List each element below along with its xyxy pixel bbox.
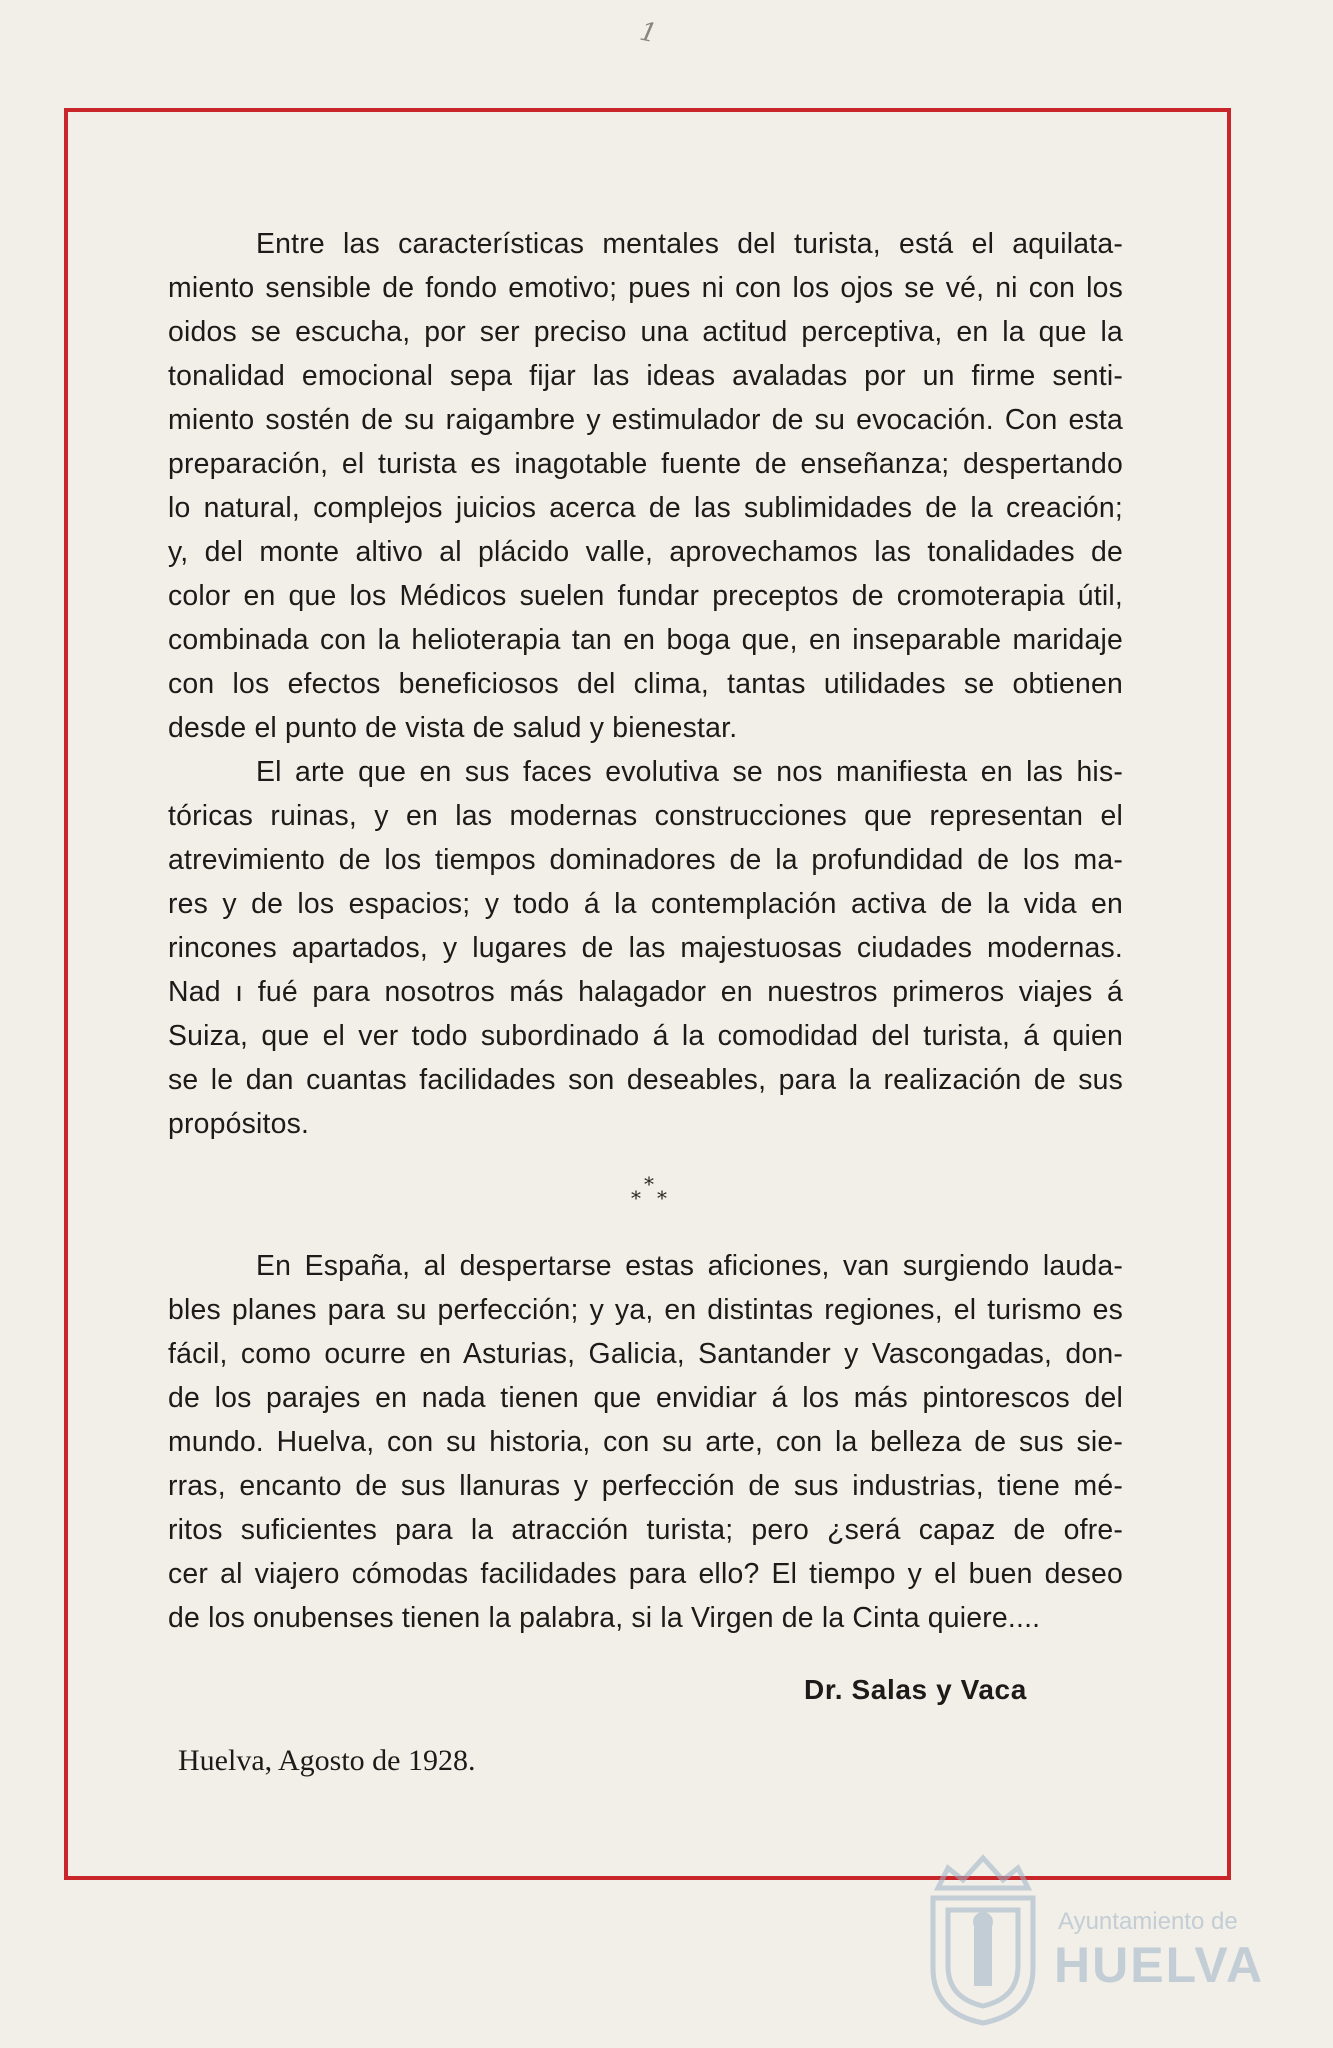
dateline: Huelva, Agosto de 1928.: [178, 1744, 476, 1777]
text-line: se le dan cuantas facilidades son deseables, para la realización de sus: [168, 1064, 1123, 1096]
text-line: Nad ı fué para nosotros más halagador en nuestros primeros viajes á: [168, 976, 1123, 1008]
text-line: ritos suficientes para la atracción turista; pero ¿será capaz de ofre-: [168, 1514, 1123, 1546]
text-line: tóricas ruinas, y en las modernas construcciones que representan el: [168, 800, 1123, 832]
text-line: preparación, el turista es inagotable fuente de enseñanza; despertando: [168, 448, 1123, 480]
text-line: atrevimiento de los tiempos dominadores de la profundidad de los ma-: [168, 844, 1123, 876]
text-line: lo natural, complejos juicios acerca de las sublimidades de la creación;: [168, 492, 1123, 524]
page-mark: 1: [637, 16, 660, 50]
separator-asterisk: *: [631, 1186, 641, 1210]
body-text: [168, 222, 1123, 1146]
text-line: oidos se escucha, por ser preciso una actitud perceptiva, en la que la: [168, 316, 1123, 348]
text-line: cer al viajero cómodas facilidades para ello? El tiempo y el buen deseo: [168, 1558, 1123, 1590]
text-line: propósitos.: [168, 1108, 310, 1140]
watermark-line2: HUELVA: [1054, 1937, 1265, 1993]
text-line: desde el punto de vista de salud y bienestar.: [168, 712, 738, 744]
coat-of-arms-icon: [918, 1848, 1048, 2028]
text-line: Entre las características mentales del turista, está el aquilata-: [256, 228, 1123, 260]
text-line: de los onubenses tienen la palabra, si la Virgen de la Cinta quiere....: [168, 1602, 1041, 1634]
text-line: color en que los Médicos suelen fundar preceptos de cromoterapia útil,: [168, 580, 1123, 612]
text-line: miento sostén de su raigambre y estimulador de su evocación. Con esta: [168, 404, 1123, 436]
text-line: Suiza, que el ver todo subordinado á la comodidad del turista, á quien: [168, 1020, 1123, 1052]
text-line: res y de los espacios; y todo á la contemplación activa de la vida en: [168, 888, 1123, 920]
city-council-watermark: [918, 1848, 1265, 2028]
text-line: de los parajes en nada tienen que envidiar á los más pintorescos del: [168, 1382, 1123, 1414]
text-line: mundo. Huelva, con su historia, con su arte, con la belleza de sus sie-: [168, 1426, 1123, 1458]
text-line: fácil, como ocurre en Asturias, Galicia, Santander y Vascongadas, don-: [168, 1338, 1123, 1370]
body-text-continued: [168, 1244, 1123, 1640]
text-line: El arte que en sus faces evolutiva se nos manifiesta en las his-: [256, 756, 1123, 788]
text-line: y, del monte altivo al plácido valle, aprovechamos las tonalidades de: [168, 536, 1123, 568]
watermark-line1: Ayuntamiento de: [1058, 1908, 1238, 1935]
text-line: tonalidad emocional sepa fijar las ideas avaladas por un firme senti-: [168, 360, 1123, 392]
text-line: bles planes para su perfección; y ya, en distintas regiones, el turismo es: [168, 1294, 1123, 1326]
author-signature: Dr. Salas y Vaca: [804, 1674, 1027, 1705]
text-line: En España, al despertarse estas aficiones, van surgiendo lauda-: [256, 1250, 1123, 1282]
text-line: miento sensible de fondo emotivo; pues ni con los ojos se vé, ni con los: [168, 272, 1123, 304]
separator-asterisk: *: [657, 1186, 667, 1210]
text-line: rras, encanto de sus llanuras y perfección de sus industrias, tiene mé-: [168, 1470, 1123, 1502]
text-line: combinada con la helioterapia tan en boga que, en inseparable maridaje: [168, 624, 1123, 656]
separator-asterisk: *: [644, 1172, 654, 1196]
section-separator: [625, 1172, 679, 1216]
text-line: con los efectos beneficiosos del clima, tantas utilidades se obtienen: [168, 668, 1123, 700]
text-line: rincones apartados, y lugares de las majestuosas ciudades modernas.: [168, 932, 1123, 964]
